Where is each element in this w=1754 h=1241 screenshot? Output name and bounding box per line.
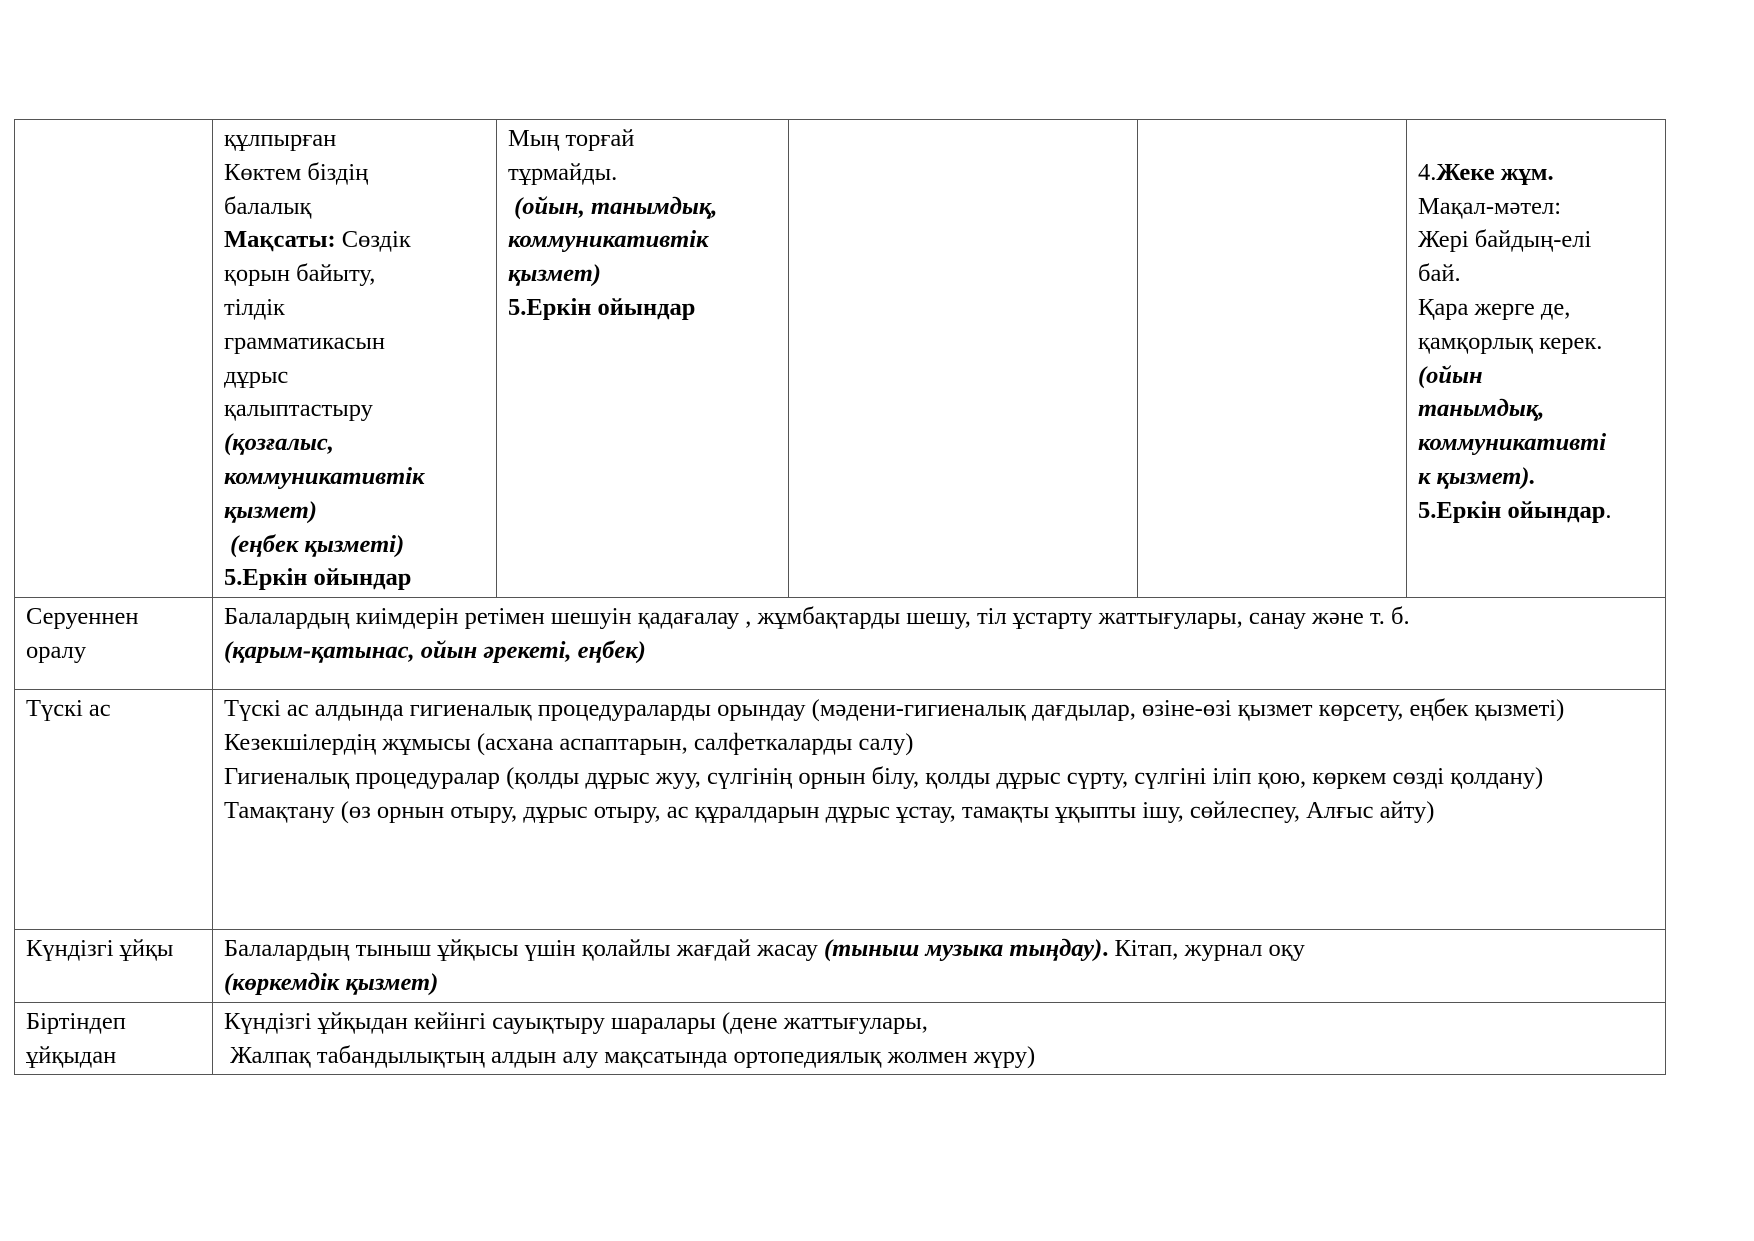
proverb-heading: Мақал-мәтел: — [1418, 192, 1562, 220]
activity-type: (көркемдік қызмет) — [224, 968, 439, 996]
activity-cell-col3 — [497, 120, 789, 598]
cell-line: Мың торғай — [508, 125, 635, 152]
cell-line: қызмет) — [508, 260, 601, 288]
row-text: Күндізгі ұйқыдан кейінгі сауықтыру шаралары (дене жаттығулары, — [224, 1007, 928, 1035]
cell-line: коммуникативтік — [508, 226, 709, 254]
activity-type-line: коммуникативті — [1418, 429, 1607, 457]
paragraph: Түскі ас алдында гигиеналық процедураларды орындау (мәдени-гигиеналық дағдылар, өзіне-өзі қызмет көрсету, еңбек қызметі) — [224, 695, 1565, 723]
cell-line: қалыптастыру — [224, 395, 373, 423]
row-label: Түскі ас — [15, 690, 213, 930]
cell-line: Мақсаты: Сөздік — [224, 226, 411, 254]
individual-work-line: 4.Жеке жұм. — [1418, 158, 1554, 186]
cell-line: Көктем біздің — [224, 158, 369, 186]
row-nap — [15, 930, 1666, 1003]
row-label: Күндізгі ұйқы — [15, 930, 213, 1003]
cell-line: коммуникативтік — [224, 462, 425, 490]
row-text: Балалардың киімдерін ретімен шешуін қадағалау , жұмбақтарды шешу, тіл ұстарту жаттығулары, санау және т. б. — [224, 603, 1410, 631]
cell-line: балалық — [224, 192, 312, 220]
cell-line: қызмет) — [224, 496, 317, 524]
row-content — [213, 690, 1666, 930]
row-content — [213, 598, 1666, 690]
cell-line: қорын байыту, — [224, 260, 376, 288]
cell-line: (еңбек қызметі) — [224, 530, 405, 558]
row-label: Біртіндеп ұйқыдан — [15, 1002, 213, 1075]
proverb-line: қамқорлық керек. — [1418, 327, 1603, 355]
continuation-row — [15, 120, 1666, 598]
row-return-from-walk — [15, 598, 1666, 690]
paragraph: Кезекшілердің жұмысы (асхана аспаптарын, салфеткаларды салу) — [224, 728, 914, 756]
cell-line: 5.Еркін ойындар — [224, 564, 412, 592]
paragraph: Гигиеналық процедуралар (қолды дұрыс жуу, сүлгінің орнын білу, қолды дұрыс сүрту, сүлгіні іліп қою, көркем сөзді қолдану) — [224, 762, 1544, 790]
row-text: Жалпақ табандылықтың алдын алу мақсатында ортопедиялық жолмен жүру) — [224, 1041, 1036, 1069]
cell-line: (ойын, танымдық, — [508, 192, 718, 220]
activity-cell-col4 — [789, 120, 1138, 598]
row-label: Серуеннен оралу — [15, 598, 213, 690]
activity-cell-col5 — [1138, 120, 1407, 598]
daily-plan-table — [14, 119, 1666, 1075]
row-content — [213, 930, 1666, 1003]
activity-type-line: танымдық, — [1418, 395, 1545, 423]
cell-line: тілдік — [224, 293, 285, 321]
activity-type: (қарым-қатынас, ойын әрекеті, еңбек) — [224, 636, 646, 664]
cell-line: (қозғалыс, — [224, 429, 334, 457]
cell-line: 5.Еркін ойындар — [508, 293, 696, 321]
cell-line: тұрмайды. — [508, 158, 618, 186]
proverb-line: Жері байдың-елі — [1418, 226, 1592, 254]
row-lunch — [15, 690, 1666, 930]
cell-line: дұрыс — [224, 361, 289, 389]
paragraph: Тамақтану (өз орнын отыру, дұрыс отыру, ас құралдарын дұрыс ұстау, тамақты ұқыпты ішу, сөйлеспеу, Алғыс айту) — [224, 796, 1435, 824]
proverb-line: Қара жерге де, — [1418, 293, 1571, 321]
row-gradual-wake — [15, 1002, 1666, 1075]
activity-cell-col2 — [213, 120, 497, 598]
proverb-line: бай. — [1418, 260, 1461, 288]
empty-label-cell — [15, 120, 213, 598]
row-content — [213, 1002, 1666, 1075]
activity-cell-col6 — [1407, 120, 1666, 598]
activity-type-line: к қызмет). — [1418, 462, 1536, 490]
row-text: Балалардың тыныш ұйқысы үшін қолайлы жағдай жасау (тыныш музыка тыңдау). Кітап, журнал оқу — [224, 935, 1305, 963]
cell-line: құлпырған — [224, 125, 337, 152]
activity-type-line: (ойын — [1418, 361, 1483, 389]
free-games-line: 5.Еркін ойындар. — [1418, 496, 1612, 524]
cell-line: грамматикасын — [224, 327, 385, 355]
